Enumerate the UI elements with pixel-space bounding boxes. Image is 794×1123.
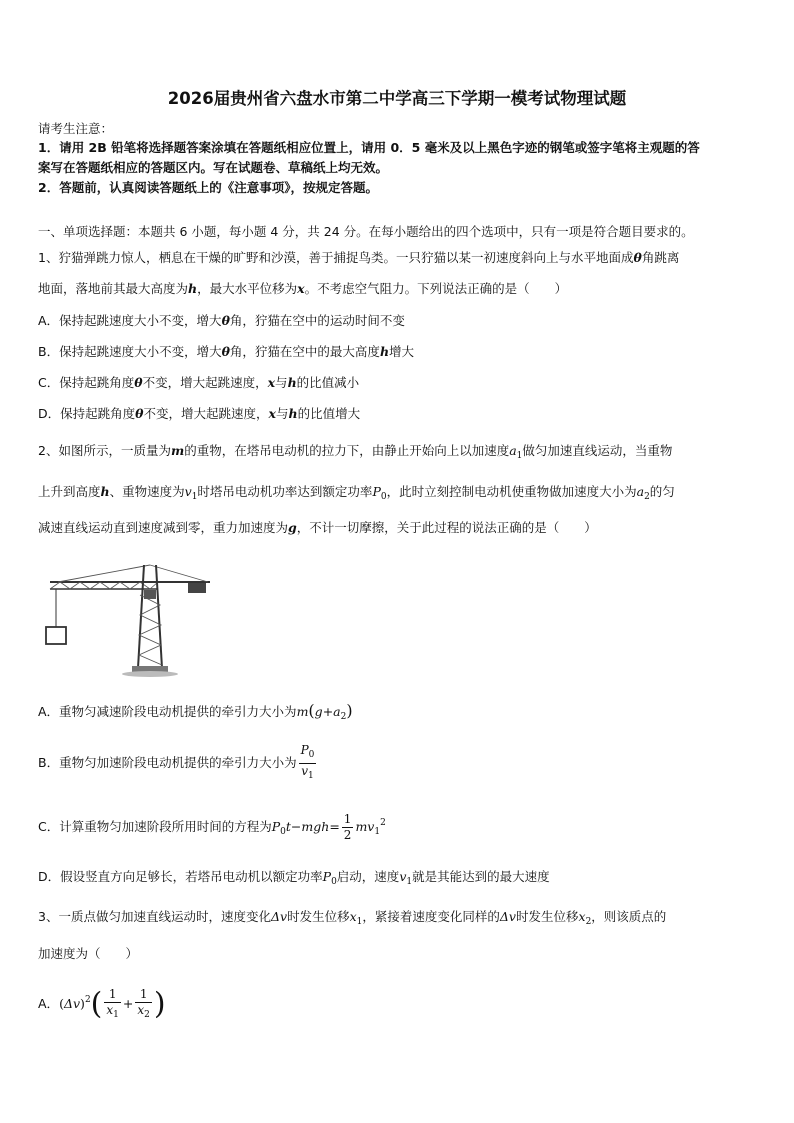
q1-option-a: A．保持起跳速度大小不变，增大θ角，狞猫在空中的运动时间不变 <box>38 313 405 328</box>
q2-stem-line-2: 上升到高度h、重物速度为$v_1$时塔吊电动机功率达到额定功率$P_0$，此时立刻控制电动机使重物做加速度大小为$a_2$的匀 <box>38 484 675 502</box>
q3-stem-line-2: 加速度为（ ） <box>38 946 139 961</box>
q1-option-d: D．保持起跳角度θ不变，增大起跳速度，x与h的比值增大 <box>38 406 361 421</box>
q1-option-c: C．保持起跳角度θ不变，增大起跳速度，x与h的比值减小 <box>38 375 360 390</box>
q2-option-b: B．重物匀加速阶段电动机提供的牵引力大小为 $\frac{P_0}{v_1}$ <box>38 743 318 784</box>
q1-stem-line-1: 1、狞猫弹跳力惊人，栖息在干燥的旷野和沙漠，善于捕捉鸟类。一只狞猫以某一初速度斜向上与水平地面成θ角跳离 <box>38 250 680 265</box>
q1-stem-line-2: 地面，落地前其最大高度为h，最大水平位移为x。不考虑空气阻力。下列说法正确的是（ ） <box>38 281 568 296</box>
q2-option-d: D．假设竖直方向足够长，若塔吊电动机以额定功率$P_0$启动，速度$v_1$就是其能达到的最大速度 <box>38 869 550 887</box>
q2-option-c: C．计算重物匀加速阶段所用时间的方程为$P_0t-mgh=$ $\frac{1}{2}$ $mv_1^2$ <box>38 812 386 842</box>
notice-2: 2．答题前，认真阅读答题纸上的《注意事项》，按规定答题。 <box>38 180 378 195</box>
section-1-heading: 一、单项选择题：本题共 6 小题，每小题 4 分，共 24 分。在每小题给出的四个选项中，只有一项是符合题目要求的。 <box>38 224 694 239</box>
notice-1-line-1: 1．请用 2B 铅笔将选择题答案涂填在答题纸相应位置上，请用 0．5 毫米及以上黑色字迹的钢笔或签字笔将主观题的答 <box>38 140 700 155</box>
tower-crane-figure <box>40 560 212 678</box>
fraction-one-over-x2: $\frac{1}{x_2}$ <box>137 986 150 1020</box>
fraction-one-over-x1: $\frac{1}{x_1}$ <box>106 986 119 1020</box>
q2-option-a: A．重物匀减速阶段电动机提供的牵引力大小为$m(g+a_2)$ <box>38 701 353 722</box>
q1-option-b: B．保持起跳速度大小不变，增大θ角，狞猫在空中的最大高度h增大 <box>38 344 415 359</box>
fraction-p0-over-v1: $\frac{P_0}{v_1}$ <box>300 743 315 781</box>
q2-stem-line-1: 2、如图所示，一质量为m的重物，在塔吊电动机的拉力下，由静止开始向上以加速度$a_1$做匀加速直线运动，当重物 <box>38 443 673 461</box>
q3-option-a: A．$(\Delta v)^2$( $\frac{1}{x_1}$ + $\frac{1}{x_2}$ ) <box>38 986 166 1022</box>
fraction-one-half: $\frac{1}{2}$ <box>343 812 352 842</box>
notice-1-line-2: 案写在答题纸相应的答题区内。写在试题卷、草稿纸上均无效。 <box>38 160 389 175</box>
exam-title: 2026届贵州省六盘水市第二中学高三下学期一模考试物理试题 <box>167 89 627 108</box>
notice-heading: 请考生注意： <box>38 121 114 136</box>
q3-stem-line-1: 3、一质点做匀加速直线运动时，速度变化Δv时发生位移$x_1$，紧接着速度变化同样的Δv时发生位移$x_2$，则该质点的 <box>38 909 667 927</box>
q2-stem-line-3: 减速直线运动直到速度减到零，重力加速度为g，不计一切摩擦，关于此过程的说法正确的是（ ） <box>38 520 597 535</box>
